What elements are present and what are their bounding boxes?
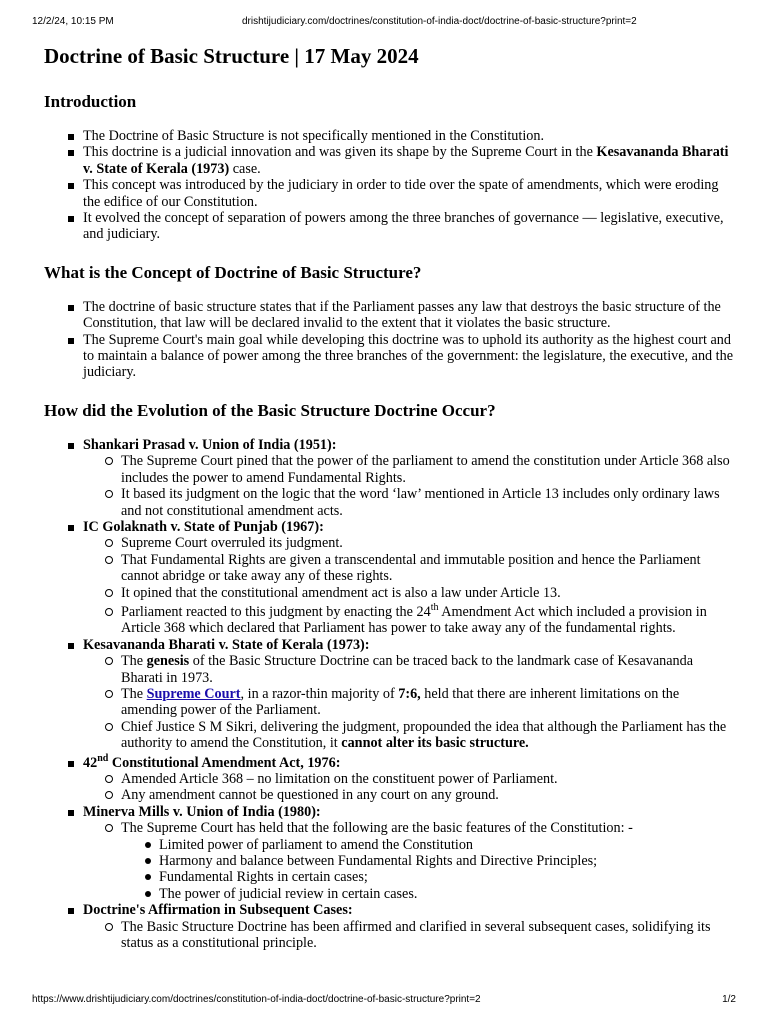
list-item: The Supreme Court's main goal while developing this doctrine was to uphold its authority as the highest court and to maintain a balance of power among the three branches of the government: the legislature, the executive, and the judiciary. (64, 332, 734, 381)
introduction-list (64, 128, 734, 243)
section-heading-introduction: Introduction (44, 92, 137, 111)
list-item: The genesis of the Basic Structure Doctrine can be traced back to the landmark case of Kesavananda Bharati in 1973. (102, 653, 734, 686)
list-item: It opined that the constitutional amendment act is also a law under Article 13. (102, 585, 734, 601)
print-header (32, 16, 736, 30)
evolution-list (64, 437, 734, 952)
case-kesavananda: Kesavananda Bharati v. State of Kerala (1973): The genesis of the Basic Structure Doctrine can be traced back to the landmark case of Kesavananda Bharati in 1973. The Supreme Court, in a razor-thin majority of 7:6, held that there are inherent limitations on the amending power of the Parliament. Chief Justice S M Sikri, delivering the judgment, propounded the idea that although the Parliament has the authority to amend the Constitution, it cannot alter its basic structure. (64, 637, 734, 752)
list-item: The Basic Structure Doctrine has been affirmed and clarified in several subsequent cases, solidifying its status as a constitutional principle. (102, 919, 734, 952)
supreme-court-link[interactable]: Supreme Court (146, 685, 241, 702)
list-item: This doctrine is a judicial innovation and was given its shape by the Supreme Court in the Kesavananda Bharati v. State of Kerala (1973) case. (64, 144, 734, 177)
page-number: 1/2 (722, 994, 736, 1005)
section-heading-evolution: How did the Evolution of the Basic Structure Doctrine Occur? (44, 400, 496, 420)
print-url: drishtijudiciary.com/doctrines/constitution-of-india-doct/doctrine-of-basic-structure?print=2 (242, 16, 637, 27)
print-footer (32, 994, 736, 1008)
list-item: Chief Justice S M Sikri, delivering the judgment, propounded the idea that although the Parliament has the authority to amend the Constitution, it cannot alter its basic structure. (102, 719, 734, 752)
print-date: 12/2/24, 10:15 PM (32, 16, 114, 27)
list-item: It evolved the concept of separation of powers among the three branches of governance — legislative, executive, and judiciary. (64, 210, 734, 243)
concept-list (64, 299, 734, 381)
list-item: The Supreme Court, in a razor-thin majority of 7:6, held that there are inherent limitations on the amending power of the Parliament. (102, 686, 734, 719)
list-item: This concept was introduced by the judiciary in order to tide over the spate of amendments, which were eroding the edifice of our Constitution. (64, 177, 734, 210)
list-item: Parliament reacted to this judgment by enacting the 24th Amendment Act which included a provision in Article 368 which declared that Parliament has power to take away any of the fundamental rights. (102, 604, 734, 637)
case-shankari-prasad: Shankari Prasad v. Union of India (1951): The Supreme Court pined that the power of the parliament to amend the constitution under Article 368 also includes the power to amend Fundamental Rights. It based its judgment on the logic that the word ‘law’ mentioned in Article 13 includes only ordinary laws and not constitutional amendment acts. (64, 437, 734, 519)
list-item: That Fundamental Rights are given a transcendental and immutable position and hence the Parliament cannot abridge or take away any of these rights. (102, 552, 734, 585)
list-item: Limited power of parliament to amend the Constitution (141, 837, 734, 853)
list-item: The doctrine of basic structure states that if the Parliament passes any law that destroys the basic structure of the Constitution, that law will be declared invalid to the extent that it violates the basic structure. (64, 299, 734, 332)
case-minerva-mills: Minerva Mills v. Union of India (1980): The Supreme Court has held that the following are the basic features of the Constitution: - Limited power of parliament to amend the Constitution Harmony and balance between Fundamental Rights and Directive Principles; Fundamental Rights in certain cases; The power of judicial review in certain cases. (64, 804, 734, 902)
section-heading-concept: What is the Concept of Doctrine of Basic Structure? (44, 262, 422, 282)
list-item: The Doctrine of Basic Structure is not specifically mentioned in the Constitution. (64, 128, 734, 144)
list-item: Any amendment cannot be questioned in any court on any ground. (102, 787, 734, 803)
case-42nd-amendment: 42nd Constitutional Amendment Act, 1976: Amended Article 368 – no limitation on the constituent power of Parliament. Any amendment cannot be questioned in any court on any ground. (64, 755, 734, 804)
article (44, 38, 734, 951)
list-item: The power of judicial review in certain cases. (141, 886, 734, 902)
list-item: Harmony and balance between Fundamental Rights and Directive Principles; (141, 853, 734, 869)
case-affirmation: Doctrine's Affirmation in Subsequent Cases: The Basic Structure Doctrine has been affirmed and clarified in several subsequent cases, solidifying its status as a constitutional principle. (64, 902, 734, 951)
list-item: Amended Article 368 – no limitation on the constituent power of Parliament. (102, 771, 734, 787)
list-item: Supreme Court overruled its judgment. (102, 535, 734, 551)
list-item: The Supreme Court has held that the following are the basic features of the Constitution: - Limited power of parliament to amend the Constitution Harmony and balance between Fundamental Rights and Directive Principles; Fundamental Rights in certain cases; The power of judicial review in certain cases. (102, 820, 734, 902)
list-item: The Supreme Court pined that the power of the parliament to amend the constitution under Article 368 also includes the power to amend Fundamental Rights. (102, 453, 734, 486)
list-item: Fundamental Rights in certain cases; (141, 869, 734, 885)
footer-url: https://www.drishtijudiciary.com/doctrines/constitution-of-india-doct/doctrine-of-basic-structure?print=2 (32, 994, 481, 1005)
page-title: Doctrine of Basic Structure | 17 May 2024 (44, 44, 419, 68)
case-golaknath: IC Golaknath v. State of Punjab (1967): Supreme Court overruled its judgment. That Fundamental Rights are given a transcendental and immutable position and hence the Parliament cannot abridge or take away any of these rights. It opined that the constitutional amendment act is also a law under Article 13. Parliament reacted to this judgment by enacting the 24th Amendment Act which included a provision in Article 368 which declared that Parliament has power to take away any of the fundamental rights. (64, 519, 734, 637)
list-item: It based its judgment on the logic that the word ‘law’ mentioned in Article 13 includes only ordinary laws and not constitutional amendment acts. (102, 486, 734, 519)
